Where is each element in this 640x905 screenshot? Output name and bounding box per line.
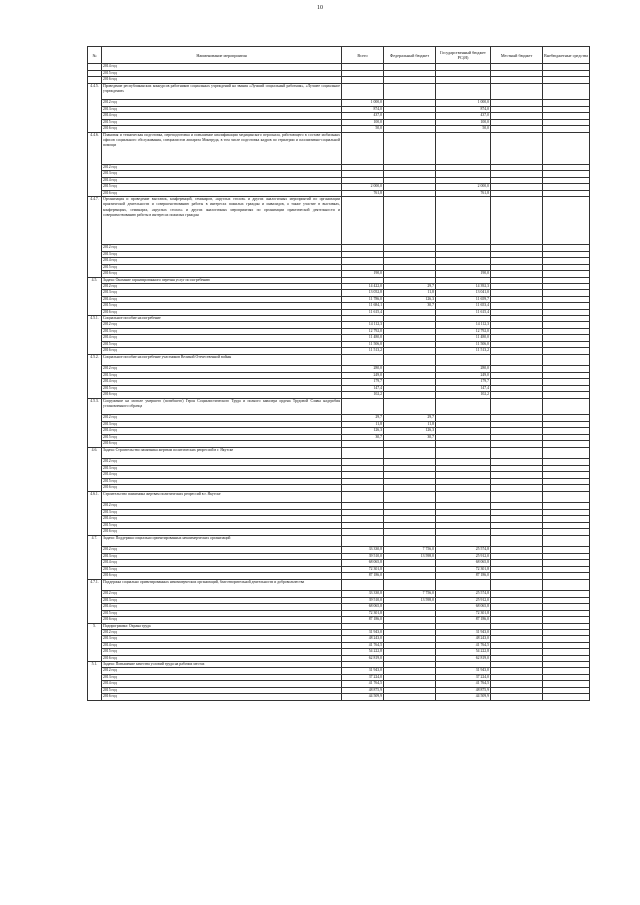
value-cell: 14 112,3	[342, 322, 384, 329]
value-cell: 72 301,8	[342, 566, 384, 573]
budget-table	[87, 46, 590, 701]
year-label: 2015 год	[102, 649, 342, 656]
year-label: 2013 год	[102, 465, 342, 472]
header-total: Всего	[342, 47, 384, 64]
year-label: 2014 год	[102, 177, 342, 184]
year-label: 2015 год	[102, 434, 342, 441]
value-cell: 13 598,0	[384, 597, 436, 604]
year-label: 2012 год	[102, 459, 342, 466]
item-empty-cell	[543, 197, 590, 245]
value-cell: 48 243,0	[436, 636, 491, 643]
year-label: 2012 год	[102, 547, 342, 554]
value-cell	[543, 694, 590, 701]
table-row-item	[88, 579, 590, 590]
table-row-item	[88, 398, 590, 415]
item-empty-cell	[543, 398, 590, 415]
item-name: Задача: Оказание гарантированного перечня услуг по погребению	[102, 277, 342, 283]
year-label: 2013 год	[102, 251, 342, 258]
value-cell: 437,0	[342, 113, 384, 120]
item-number: 5.	[88, 623, 102, 662]
year-label: 2012 год	[102, 668, 342, 675]
value-cell: 100,0	[342, 119, 384, 126]
item-empty-cell	[342, 491, 384, 502]
header-federal: Федеральный бюджет	[384, 47, 436, 64]
item-empty-cell	[384, 197, 436, 245]
value-cell: 33 330,8	[342, 547, 384, 554]
year-label: 2015 год	[102, 385, 342, 392]
item-empty-cell	[543, 579, 590, 590]
year-label: 2013 год	[102, 290, 342, 297]
year-label: 2012 год	[102, 322, 342, 329]
year-label: 2012 год	[102, 629, 342, 636]
value-cell: 2 000,0	[342, 184, 384, 191]
value-cell: 11 506,0	[436, 341, 491, 348]
value-cell: 11 659,7	[436, 296, 491, 303]
value-cell: 11 513,2	[342, 348, 384, 355]
year-label: 2016 год	[102, 271, 342, 278]
value-cell: 7 756,0	[384, 591, 436, 598]
value-cell: 11 786,0	[342, 296, 384, 303]
year-label: 2016 год	[102, 348, 342, 355]
item-empty-cell	[436, 197, 491, 245]
year-label: 2016 год	[102, 77, 342, 84]
item-empty-cell	[491, 579, 543, 590]
year-label: 2015 год	[102, 184, 342, 191]
value-cell: 30,7	[384, 434, 436, 441]
value-cell: 11,8	[384, 421, 436, 428]
value-cell: 62 819,0	[342, 655, 384, 662]
value-cell: 12 792,0	[436, 328, 491, 335]
item-empty-cell	[384, 132, 436, 164]
item-number: 5.1.	[88, 662, 102, 701]
year-label: 2016 год	[102, 392, 342, 399]
year-label: 2016 год	[102, 655, 342, 662]
value-cell: 14 112,3	[436, 322, 491, 329]
value-cell: 29,7	[342, 415, 384, 422]
table-body	[88, 64, 590, 701]
item-name: Подпрограмма: Охрана труда	[102, 623, 342, 629]
item-empty-cell	[384, 83, 436, 100]
year-label: 2012 год	[102, 283, 342, 290]
value-cell: 249,0	[342, 372, 384, 379]
table-row-item	[88, 132, 590, 164]
year-label: 2012 год	[102, 164, 342, 171]
value-cell: 11 513,2	[436, 348, 491, 355]
year-label: 2016 год	[102, 441, 342, 448]
item-empty-cell	[342, 535, 384, 546]
header-number: №	[88, 47, 102, 64]
value-cell: 39 510,0	[342, 553, 384, 560]
value-cell: 33 330,8	[342, 591, 384, 598]
item-empty-cell	[543, 447, 590, 458]
item-number: 4.7.	[88, 535, 102, 579]
item-empty-cell	[491, 447, 543, 458]
header-extrabudget: Внебюджетные средства	[543, 47, 590, 64]
value-cell: 25 574,8	[436, 547, 491, 554]
year-label: 2016 год	[102, 485, 342, 492]
table-row-year	[88, 694, 590, 701]
item-empty-cell	[342, 398, 384, 415]
year-label: 2015 год	[102, 566, 342, 573]
value-cell	[491, 694, 543, 701]
value-cell: 87 186,0	[436, 573, 491, 580]
item-empty-cell	[543, 132, 590, 164]
value-cell: 2 000,0	[436, 184, 491, 191]
table-row-item	[88, 83, 590, 100]
year-label: 2013 год	[102, 328, 342, 335]
year-label: 2014 год	[102, 379, 342, 386]
item-empty-cell	[342, 447, 384, 458]
value-cell: 54 222,8	[436, 649, 491, 656]
item-empty-cell	[436, 132, 491, 164]
year-label: 2013 год	[102, 636, 342, 643]
year-label: 2013 год	[102, 372, 342, 379]
year-label: 2013 год	[102, 421, 342, 428]
value-cell: 72 301,8	[342, 610, 384, 617]
year-label: 2014 год	[102, 428, 342, 435]
value-cell: 147,4	[342, 385, 384, 392]
year-label: 2015 год	[102, 687, 342, 694]
value-cell: 87 186,0	[342, 617, 384, 624]
value-cell: 29,7	[384, 283, 436, 290]
value-cell: 72 301,8	[436, 566, 491, 573]
value-cell: 11 684,1	[342, 303, 384, 310]
year-label: 2014 год	[102, 296, 342, 303]
item-empty-cell	[436, 447, 491, 458]
value-cell: 761,8	[436, 190, 491, 197]
value-cell: 68 065,8	[436, 560, 491, 567]
value-cell: 41 764,5	[436, 681, 491, 688]
year-label: 2015 год	[102, 70, 342, 77]
value-cell: 1 000,0	[342, 100, 384, 107]
item-empty-cell	[342, 579, 384, 590]
value-cell: 190,0	[342, 271, 384, 278]
table-row-item	[88, 354, 590, 365]
value-cell: 87 186,0	[436, 617, 491, 624]
header-state: Государственный бюджет РС(Я)	[436, 47, 491, 64]
value-cell: 249,0	[436, 372, 491, 379]
year-label: 2016 год	[102, 694, 342, 701]
item-empty-cell	[543, 83, 590, 100]
value-cell: 11,8	[342, 421, 384, 428]
value-cell: 12 792,0	[342, 328, 384, 335]
item-empty-cell	[384, 579, 436, 590]
item-name: Поддержка социально ориентированных некоммерческих организаций, благотворительной деятельности и добровольчества	[102, 579, 342, 590]
item-empty-cell	[384, 447, 436, 458]
item-empty-cell	[384, 354, 436, 365]
value-cell: 102,2	[436, 392, 491, 399]
value-cell	[384, 694, 436, 701]
year-label: 2016 год	[102, 309, 342, 316]
year-label: 2014 год	[102, 113, 342, 120]
year-label: 2014 год	[102, 642, 342, 649]
year-label: 2013 год	[102, 106, 342, 113]
year-label: 2013 год	[102, 597, 342, 604]
value-cell: 280,0	[342, 366, 384, 373]
item-empty-cell	[436, 579, 491, 590]
value-cell: 126,3	[384, 428, 436, 435]
year-label: 2013 год	[102, 171, 342, 178]
value-cell: 87 186,0	[342, 573, 384, 580]
page-number: 10	[317, 5, 323, 11]
item-name: Плановая и техническая подготовка, переподготовка и повышение квалификации медицинского персонала, работающего в составе мобильных офисов социального обслуживания, специалистов аппарата Минтруда, в том числе подготовка кадров по гериатрии и паллиативно-социальной помощи	[102, 132, 342, 164]
value-cell: 11 653,4	[436, 303, 491, 310]
item-empty-cell	[384, 398, 436, 415]
value-cell: 50,0	[436, 126, 491, 133]
value-cell: 29,7	[384, 415, 436, 422]
item-empty-cell	[491, 83, 543, 100]
item-number: 4.6.1.	[88, 491, 102, 535]
item-name: Задача: Повышение качества условий труда на рабочих местах	[102, 662, 342, 668]
item-name: Социальное пособие на погребение участников Великой Отечественной войны	[102, 354, 342, 365]
value-cell: 13 598,0	[384, 553, 436, 560]
item-empty-cell	[491, 132, 543, 164]
year-label: 2015 год	[102, 610, 342, 617]
value-cell: 14 422,0	[342, 283, 384, 290]
item-empty-cell	[384, 491, 436, 502]
year-label: 2014 год	[102, 472, 342, 479]
value-cell: 190,0	[436, 271, 491, 278]
value-cell: 874,0	[342, 106, 384, 113]
year-label: 2012 год	[102, 366, 342, 373]
year-label: 2014 год	[102, 335, 342, 342]
value-cell: 11,8	[384, 290, 436, 297]
value-cell: 437,0	[436, 113, 491, 120]
item-empty-cell	[342, 132, 384, 164]
table-row-item	[88, 197, 590, 245]
value-cell: 280,0	[436, 366, 491, 373]
item-empty-cell	[436, 398, 491, 415]
value-cell: 1 000,0	[436, 100, 491, 107]
value-cell: 48 243,0	[342, 636, 384, 643]
item-number: 4.4.5.	[88, 83, 102, 132]
item-empty-cell	[436, 354, 491, 365]
value-cell: 62 819,0	[436, 655, 491, 662]
table-row-item	[88, 447, 590, 458]
item-number: 4.6.	[88, 447, 102, 491]
item-name: Проведение республиканских конкурсов работников социальных учреждений на звания «Лучший социальный работник», «Лучшее социальное учреждение»	[102, 83, 342, 100]
value-cell: 11 480,0	[436, 335, 491, 342]
value-cell: 100,0	[436, 119, 491, 126]
value-cell: 11 615,4	[436, 309, 491, 316]
item-empty-cell	[436, 491, 491, 502]
item-name: Социальное пособие на погребение	[102, 316, 342, 322]
value-cell: 50,0	[342, 126, 384, 133]
year-label: 2015 год	[102, 303, 342, 310]
value-cell: 102,2	[342, 392, 384, 399]
item-number: 4.4.7.	[88, 197, 102, 277]
item-number: 4.5.1.	[88, 316, 102, 355]
year-label: 2012 год	[102, 591, 342, 598]
year-label: 2015 год	[102, 264, 342, 271]
value-cell: 37 224,0	[436, 674, 491, 681]
year-label: 2014 год	[102, 64, 342, 71]
item-name: Организация и проведение выставок, конференций, семинаров, «круглых столов» и других аналогичных мероприятий по организации практической деятельности и совершенствованию работы в интересах пожилых граждан и инвалидов, а также участие в выставках, конференциях, семинарах, «круглых столах» и других аналогичных мероприятиях по организации практической деятельности и совершенствованию работы в интересах пожилых граждан	[102, 197, 342, 245]
value-cell: 39 510,0	[342, 597, 384, 604]
year-label: 2016 год	[102, 529, 342, 536]
value-cell: 68 065,8	[436, 604, 491, 611]
year-label: 2012 год	[102, 415, 342, 422]
value-cell: 37 224,0	[342, 674, 384, 681]
value-cell: 30,7	[384, 303, 436, 310]
item-name: Задача: Поддержка социально ориентированных некоммерческих организаций	[102, 535, 342, 546]
item-name: Сооружение на могиле умершего (погибшего) Героя Социалистического Труда и полного кавалера ордена Трудовой Славы надгробия установленного образца	[102, 398, 342, 415]
table-row-item	[88, 491, 590, 502]
year-label: 2013 год	[102, 509, 342, 516]
item-number: 4.5.	[88, 277, 102, 316]
year-label: 2015 год	[102, 478, 342, 485]
year-label: 2013 год	[102, 553, 342, 560]
value-cell: 44 509,9	[342, 694, 384, 701]
year-label: 2012 год	[102, 503, 342, 510]
item-empty-cell	[436, 535, 491, 546]
value-cell: 31 943,0	[342, 629, 384, 636]
item-empty-cell	[384, 535, 436, 546]
item-empty-cell	[436, 83, 491, 100]
value-cell: 72 301,8	[436, 610, 491, 617]
value-cell: 11 615,4	[342, 309, 384, 316]
year-label: 2014 год	[102, 258, 342, 265]
value-cell: 25 912,0	[436, 597, 491, 604]
value-cell: 126,3	[384, 296, 436, 303]
item-number: 4.4.6.	[88, 132, 102, 197]
year-label: 2014 год	[102, 560, 342, 567]
table-row-item	[88, 535, 590, 546]
item-empty-cell	[342, 354, 384, 365]
value-cell: 41 764,5	[342, 681, 384, 688]
value-cell: 14 392,3	[436, 283, 491, 290]
item-empty-cell	[491, 535, 543, 546]
year-label: 2016 год	[102, 190, 342, 197]
item-empty-cell	[342, 83, 384, 100]
value-cell: 31 943,0	[342, 668, 384, 675]
year-label: 2014 год	[102, 516, 342, 523]
value-cell: 126,3	[342, 428, 384, 435]
value-cell: 68 065,8	[342, 604, 384, 611]
value-cell: 44 509,9	[436, 694, 491, 701]
value-cell: 41 764,5	[342, 642, 384, 649]
item-empty-cell	[342, 197, 384, 245]
table-header-row	[88, 47, 590, 64]
value-cell: 48 875,9	[436, 687, 491, 694]
item-empty-cell	[491, 491, 543, 502]
value-cell: 31 943,0	[436, 668, 491, 675]
item-empty-cell	[491, 197, 543, 245]
year-label: 2015 год	[102, 341, 342, 348]
year-label: 2015 год	[102, 119, 342, 126]
value-cell: 13 052,8	[342, 290, 384, 297]
year-label: 2012 год	[102, 100, 342, 107]
year-label: 2012 год	[102, 245, 342, 252]
item-empty-cell	[543, 491, 590, 502]
item-name: Строительство памятника жертвам политических репрессий в г. Якутске	[102, 491, 342, 502]
year-label: 2013 год	[102, 674, 342, 681]
value-cell: 68 065,8	[342, 560, 384, 567]
year-label: 2016 год	[102, 617, 342, 624]
year-label: 2014 год	[102, 681, 342, 688]
year-label: 2015 год	[102, 522, 342, 529]
item-name: Задача: Строительство памятника жертвам политических репрессий в г. Якутске	[102, 447, 342, 458]
header-name: Наименование мероприятия	[102, 47, 342, 64]
value-cell: 25 912,0	[436, 553, 491, 560]
year-label: 2014 год	[102, 604, 342, 611]
item-empty-cell	[543, 354, 590, 365]
item-empty-cell	[491, 398, 543, 415]
value-cell: 179,7	[342, 379, 384, 386]
value-cell: 30,7	[342, 434, 384, 441]
value-cell: 48 875,9	[342, 687, 384, 694]
value-cell: 761,8	[342, 190, 384, 197]
value-cell: 13 041,0	[436, 290, 491, 297]
value-cell: 54 222,8	[342, 649, 384, 656]
value-cell: 7 756,0	[384, 547, 436, 554]
value-cell: 41 764,5	[436, 642, 491, 649]
value-cell: 179,7	[436, 379, 491, 386]
value-cell: 147,4	[436, 385, 491, 392]
item-number: 4.5.2.	[88, 354, 102, 398]
value-cell: 874,0	[436, 106, 491, 113]
value-cell: 11 506,0	[342, 341, 384, 348]
item-empty-cell	[543, 535, 590, 546]
year-label: 2016 год	[102, 573, 342, 580]
year-label: 2016 год	[102, 126, 342, 133]
value-cell: 31 943,0	[436, 629, 491, 636]
item-empty-cell	[491, 354, 543, 365]
item-number: 4.7.1.	[88, 579, 102, 623]
value-cell: 11 480,0	[342, 335, 384, 342]
header-local: Местный бюджет	[491, 47, 543, 64]
value-cell: 25 574,8	[436, 591, 491, 598]
item-number: 4.5.3.	[88, 398, 102, 447]
